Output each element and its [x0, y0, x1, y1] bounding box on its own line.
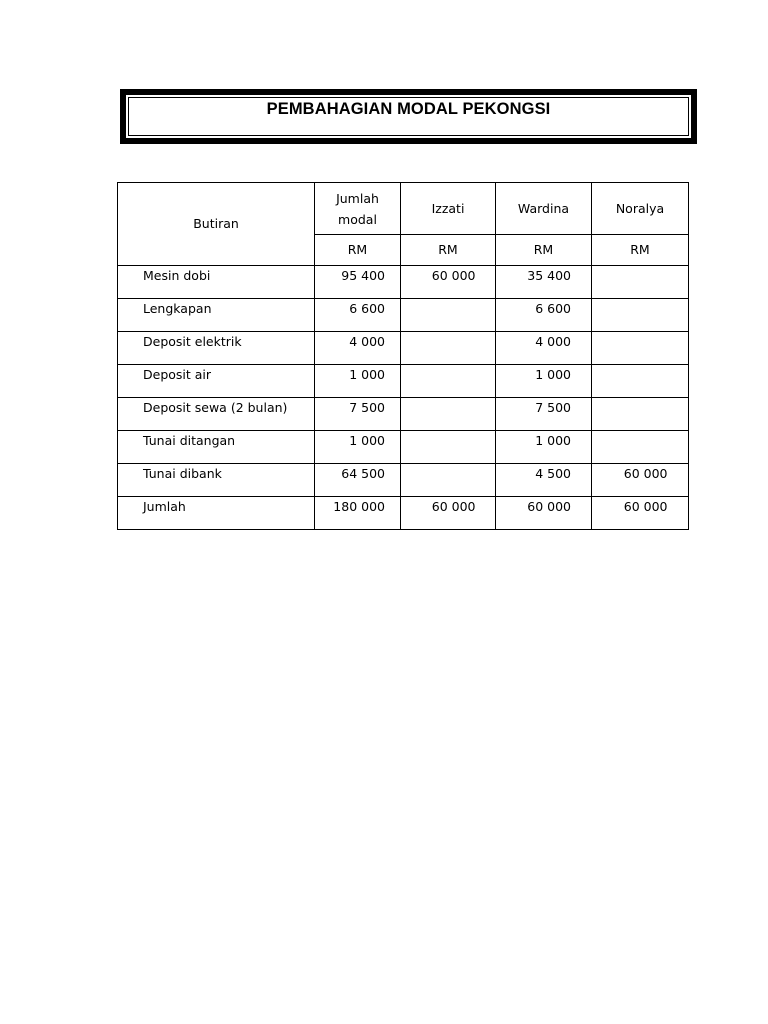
- table-row: [118, 365, 689, 398]
- cell-noralya: [592, 365, 689, 398]
- header-jumlah-line2: modal: [338, 211, 377, 227]
- value-jumlah: 1 000: [349, 367, 385, 382]
- value-izzati: 60 000: [431, 268, 476, 283]
- header-wardina: Wardina: [496, 183, 592, 235]
- cell-jumlah: [315, 266, 401, 299]
- value-wardina: 1 000: [535, 433, 571, 448]
- table-row: [118, 398, 689, 431]
- value-wardina: 35 400: [527, 268, 571, 283]
- cell-wardina: [496, 497, 592, 530]
- cell-jumlah: [315, 332, 401, 365]
- cell-izzati: [401, 497, 496, 530]
- value-jumlah: 4 000: [349, 334, 385, 349]
- cell-wardina: [496, 464, 592, 497]
- value-jumlah: 64 500: [341, 466, 385, 481]
- table-row: [118, 464, 689, 497]
- cell-jumlah: [315, 464, 401, 497]
- table-header-row: [118, 183, 689, 235]
- cell-noralya: [592, 398, 689, 431]
- header-izzati: Izzati: [401, 183, 496, 235]
- value-jumlah: 6 600: [349, 301, 385, 316]
- cell-noralya: [592, 266, 689, 299]
- header-noralya: Noralya: [592, 183, 689, 235]
- cell-noralya: [592, 464, 689, 497]
- capital-distribution-table: [117, 182, 689, 530]
- title-box: [120, 89, 697, 144]
- cell-wardina: [496, 299, 592, 332]
- cell-wardina: [496, 431, 592, 464]
- table-row: [118, 332, 689, 365]
- cell-noralya: [592, 299, 689, 332]
- value-izzati: 60 000: [431, 499, 476, 514]
- cell-izzati: [401, 299, 496, 332]
- cell-izzati: [401, 464, 496, 497]
- cell-izzati: [401, 365, 496, 398]
- cell-jumlah: [315, 299, 401, 332]
- row-label: Deposit sewa (2 bulan): [118, 398, 315, 431]
- unit-jumlah: RM: [315, 235, 401, 266]
- value-jumlah: 95 400: [341, 268, 385, 283]
- value-wardina: 60 000: [527, 499, 571, 514]
- row-label: Tunai dibank: [118, 464, 315, 497]
- cell-jumlah: [315, 398, 401, 431]
- unit-wardina: RM: [496, 235, 592, 266]
- cell-jumlah: [315, 497, 401, 530]
- header-butiran: Butiran: [118, 183, 315, 266]
- row-label: Deposit air: [118, 365, 315, 398]
- cell-wardina: [496, 266, 592, 299]
- cell-jumlah: [315, 431, 401, 464]
- value-wardina: 4 500: [535, 466, 571, 481]
- value-wardina: 6 600: [535, 301, 571, 316]
- value-wardina: 4 000: [535, 334, 571, 349]
- header-jumlah-modal: [315, 183, 401, 235]
- cell-wardina: [496, 365, 592, 398]
- row-label: Deposit elektrik: [118, 332, 315, 365]
- row-label: Tunai ditangan: [118, 431, 315, 464]
- header-jumlah-line1: Jumlah: [336, 190, 379, 206]
- cell-wardina: [496, 332, 592, 365]
- value-wardina: 1 000: [535, 367, 571, 382]
- cell-izzati: [401, 398, 496, 431]
- cell-noralya: [592, 497, 689, 530]
- table-row: [118, 497, 689, 530]
- cell-noralya: [592, 431, 689, 464]
- cell-noralya: [592, 332, 689, 365]
- cell-wardina: [496, 398, 592, 431]
- row-label: Jumlah: [118, 497, 315, 530]
- unit-noralya: RM: [592, 235, 689, 266]
- cell-jumlah: [315, 365, 401, 398]
- cell-izzati: [401, 266, 496, 299]
- unit-izzati: RM: [401, 235, 496, 266]
- value-noralya: 60 000: [623, 499, 668, 514]
- row-label: Lengkapan: [118, 299, 315, 332]
- value-jumlah: 180 000: [333, 499, 385, 514]
- cell-izzati: [401, 332, 496, 365]
- cell-izzati: [401, 431, 496, 464]
- table-row: [118, 299, 689, 332]
- page-title: PEMBAHAGIAN MODAL PEKONGSI: [266, 100, 551, 118]
- value-jumlah: 7 500: [349, 400, 385, 415]
- value-wardina: 7 500: [535, 400, 571, 415]
- table-row: [118, 266, 689, 299]
- value-noralya: 60 000: [623, 466, 668, 481]
- value-jumlah: 1 000: [349, 433, 385, 448]
- table-row: [118, 431, 689, 464]
- row-label: Mesin dobi: [118, 266, 315, 299]
